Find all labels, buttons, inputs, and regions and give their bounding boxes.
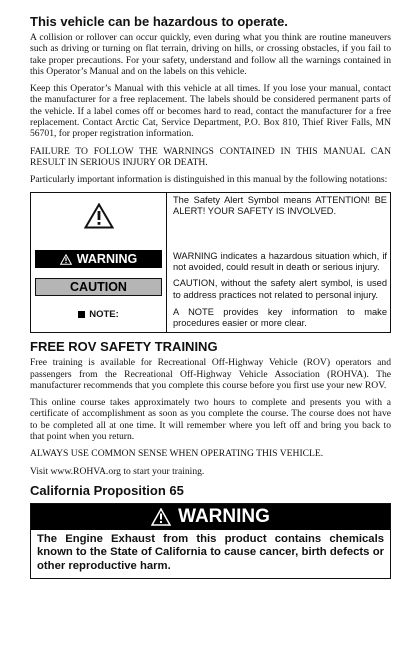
safety-alert-triangle-icon (84, 203, 114, 229)
safety-alert-triangle-icon (151, 508, 171, 526)
caution-label-box (35, 278, 162, 296)
paragraph-online-course: This online course takes approximately two hours to complete and presents you with a certificate of accomplishment as soon as you complete the course. The course does not have to be completed all at one time. It will remember where you left off and bring you back to that point when you return. (30, 397, 391, 443)
warning-description: WARNING indicates a hazardous situation which, if not avoided, could result in death or serious injury. (173, 251, 387, 273)
manual-page (30, 14, 391, 579)
note-label: NOTE: (89, 309, 119, 321)
note-label-box (35, 308, 162, 322)
prop65-warning-box (30, 503, 391, 579)
prop65-warning-text: The Engine Exhaust from this product contains chemicals known to the State of California to cause cancer, birth defects or other reproductive harm. (37, 532, 384, 572)
paragraph-keep-manual: Keep this Operator’s Manual with this vehicle at all times. If you lose your manual, contact the manufacturer for a free replacement. The labels should be considered permanent parts of the vehicle. If a label comes off or becomes hard to read, contact the manufacturer for a free replacement. Contact Arctic Cat, Service Department, P.O. Box 810, Thief River Falls, MN 56701, for proper registration information. (30, 83, 391, 140)
warning-label-box (35, 250, 162, 268)
notation-row-alert (31, 192, 391, 242)
safety-alert-triangle-icon (60, 254, 72, 265)
section-heading-hazard: This vehicle can be hazardous to operate. (30, 14, 288, 29)
section-heading-rov-training: FREE ROV SAFETY TRAINING (30, 339, 218, 355)
notation-row-caution (31, 275, 391, 302)
warning-label: WARNING (76, 252, 138, 267)
note-description: A NOTE provides key information to make procedures easier or more clear. (173, 306, 387, 329)
section-heading-prop65: California Proposition 65 (30, 482, 184, 498)
paragraph-common-sense: ALWAYS USE COMMON SENSE WHEN OPERATING THIS VEHICLE. (30, 448, 324, 460)
alert-description: The Safety Alert Symbol means ATTENTION! BE ALERT! YOUR SAFETY IS INVOLVED. (173, 194, 387, 216)
note-square-icon (78, 311, 85, 318)
notation-row-warning (31, 242, 391, 275)
notations-table (30, 192, 391, 334)
paragraph-training-available: Free training is available for Recreational Off-Highway Vehicle (ROV) operators and passengers from the Recreational Off-Highway Vehicle Association (ROHVA). The manufacturer recommends that you complete this course before you first use your new ROV. (30, 357, 391, 391)
caution-description: CAUTION, without the safety alert symbol, is used to address practices not related to personal injury. (173, 278, 387, 300)
paragraph-notations-intro: Particularly important information is distinguished in this manual by the following notations: (30, 174, 388, 186)
paragraph-collision: A collision or rollover can occur quickly, even during what you think are routine maneuvers such as driving or turning on flat terrain, driving on hills, or crossing obstacles, if you fail to take proper precautions. For your safety, understand and follow all the warnings contained in this Operator’s Manual and on the labels on this vehicle. (30, 32, 391, 77)
caution-label: CAUTION (70, 280, 127, 295)
paragraph-visit-rohva: Visit www.ROHVA.org to start your training. (30, 465, 205, 477)
prop65-warning-header (31, 504, 390, 530)
prop65-warning-label: WARNING (178, 505, 270, 527)
paragraph-failure-warning: FAILURE TO FOLLOW THE WARNINGS CONTAINED IN THIS MANUAL CAN RESULT IN SERIOUS INJURY OR DEATH. (30, 145, 391, 168)
notation-row-note (31, 303, 391, 333)
